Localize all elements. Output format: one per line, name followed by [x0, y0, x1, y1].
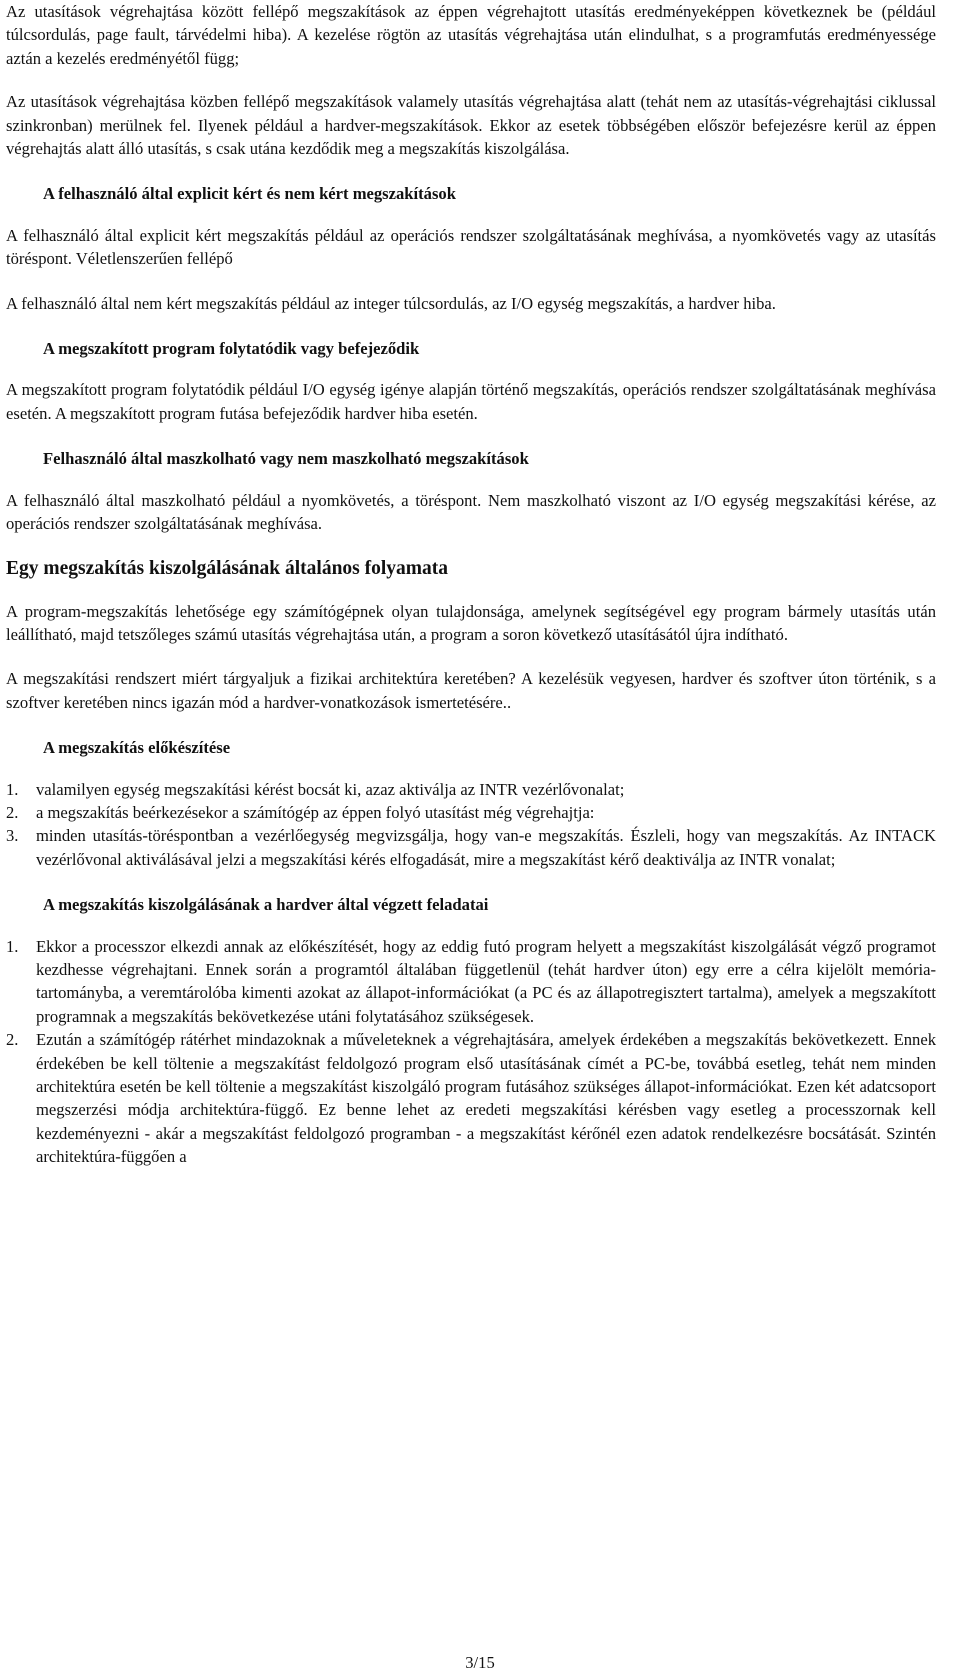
list-number: 2. [6, 802, 19, 822]
paragraph-why-physical: A megszakítási rendszert miért tárgyaljuk a fizikai architektúra keretében? A kezelésük vegyesen, hardver és szoftver úton történik, s a szoftver keretében nincs igazán mód a hardver-vonatkozások ismertetésére.. [6, 669, 936, 712]
heading-general-process: Egy megszakítás kiszolgálásának általános folyamata [6, 557, 449, 579]
paragraph-not-requested: A felhasználó által nem kért megszakítás például az integer túlcsordulás, az I/O egység megszakítás, a hardver hiba. [6, 293, 776, 313]
hardware-tasks-list [6, 935, 936, 1169]
list-number: 2. [6, 1030, 19, 1050]
list-item-text: Ezután a számítógép rátérhet mindazoknak a műveleteknek a végrehajtására, amelyek érdekében a megszakítás bekövetkezett. Ennek érdekében be kell töltenie a megszakítást feldolgozó program első utasításának címét a PC-be, továbbá esetleg, tehát nem minden architektúra esetén be kell töltenie a megszakítást kiszolgáló program futásához szükséges állapot-információkat. Ezen két adatcsoport megszerzési módja architektúra-függő. Ez benne lehet az eredeti megszakítási kérésben vagy esetleg a processzornak kell kezdeményezni - akár a megszakítást feldolgozó programban - a megszakítást kérőnél ezen adatok rendelkezésre bocsátását. Szintén architektúra-függően a [36, 1030, 936, 1167]
paragraph-program-interrupt: A program-megszakítás lehetősége egy számítógépnek olyan tulajdonsága, amelynek segítségével egy program bármely utasítás után leállítható, majd tetszőleges számú utasítás végrehajtása után, a program a soron következő utasításától újra indítható. [6, 601, 936, 644]
list-item-text: a megszakítás beérkezésekor a számítógép az éppen folyó utasítást még végrehajtja: [36, 802, 595, 822]
heading-hardware-tasks: A megszakítás kiszolgálásának a hardver által végzett feladatai [43, 895, 489, 915]
list-item-text: Ekkor a processzor elkezdi annak az előkészítését, hogy az eddig futó program helyett a megszakítást kiszolgálását végző programot kezdhesse végrehajtani. Ennek során a programtól általában függetlenül (tehát hardver úton) egy erre a célra kijelölt memória-tartományba, a veremtárolóba kimenti azokat az állapot-információkat (a PC és az állapotregisztert tartalma), amelyek a megszakított programnak a megszakítás bekövetkezése utáni folytatásához szükségesek. [36, 936, 936, 1026]
heading-mask: Felhasználó által maszkolható vagy nem maszkolható megszakítások [43, 449, 529, 469]
heading-explicit: A felhasználó által explicit kért és nem kért megszakítások [43, 184, 456, 204]
paragraph-mask: A felhasználó által maszkolható például a nyomkövetés, a töréspont. Nem maszkolható viszont az I/O egység megszakítási kérése, az operációs rendszer szolgáltatásának meghívása. [6, 490, 936, 534]
heading-continue: A megszakított program folytatódik vagy befejeződik [43, 339, 420, 359]
paragraph-continue: A megszakított program folytatódik például I/O egység igénye alapján történő megszakítás, operációs rendszer szolgáltatásának meghívása esetén. A megszakított program futása befejeződik hardver hiba esetén. [6, 380, 936, 423]
list-item [6, 778, 936, 801]
list-number: 1. [6, 779, 19, 799]
paragraph-sync: Az utasítások végrehajtása közben fellépő megszakítások valamely utasítás végrehajtása alatt (tehát nem az utasítás-végrehajtási ciklussal szinkronban) merülnek fel. Ilyenek például a hardver-megszakítások. Ekkor az esetek többségében először befejezésre kerül az éppen végrehajtás alatt álló utasítás, s csak utána kezdődik meg a megszakítás kiszolgálása. [6, 92, 936, 159]
list-item-text: valamilyen egység megszakítási kérést bocsát ki, azaz aktiválja az INTR vezérlővonalat; [36, 779, 625, 799]
paragraph-explicit: A felhasználó által explicit kért megszakítás például az operációs rendszer szolgáltatásának meghívása, a nyomkövetés vagy az utasítás töréspont. Véletlenszerűen fellépő [6, 225, 936, 269]
list-number: 1. [6, 936, 19, 956]
list-item-text: minden utasítás-töréspontban a vezérlőegység megvizsgálja, hogy van-e megszakítás. Észleli, hogy van megszakítás. Az INTACK vezérlővonal aktiválásával jelzi a megszakítási kérés elfogadását, mire a megszakítást kérő deaktiválja az INTR vonalat; [36, 826, 936, 869]
list-item [6, 801, 936, 824]
list-item [6, 935, 936, 1029]
list-item [6, 1028, 936, 1168]
list-item [6, 824, 936, 871]
page-number: 3/15 [465, 1653, 495, 1672]
list-number: 3. [6, 826, 19, 846]
heading-preparation: A megszakítás előkészítése [43, 738, 231, 758]
preparation-list [6, 778, 936, 872]
paragraph-intro: Az utasítások végrehajtása között fellépő megszakítások az éppen végrehajtott utasítás eredményeképpen következnek be (például túlcsordulás, page fault, tárvédelmi hiba). A kezelése rögtön az utasítás végrehajtása után elindulhat, s a programfutás eredményessége aztán a kezelés eredményétől függ; [6, 2, 936, 68]
